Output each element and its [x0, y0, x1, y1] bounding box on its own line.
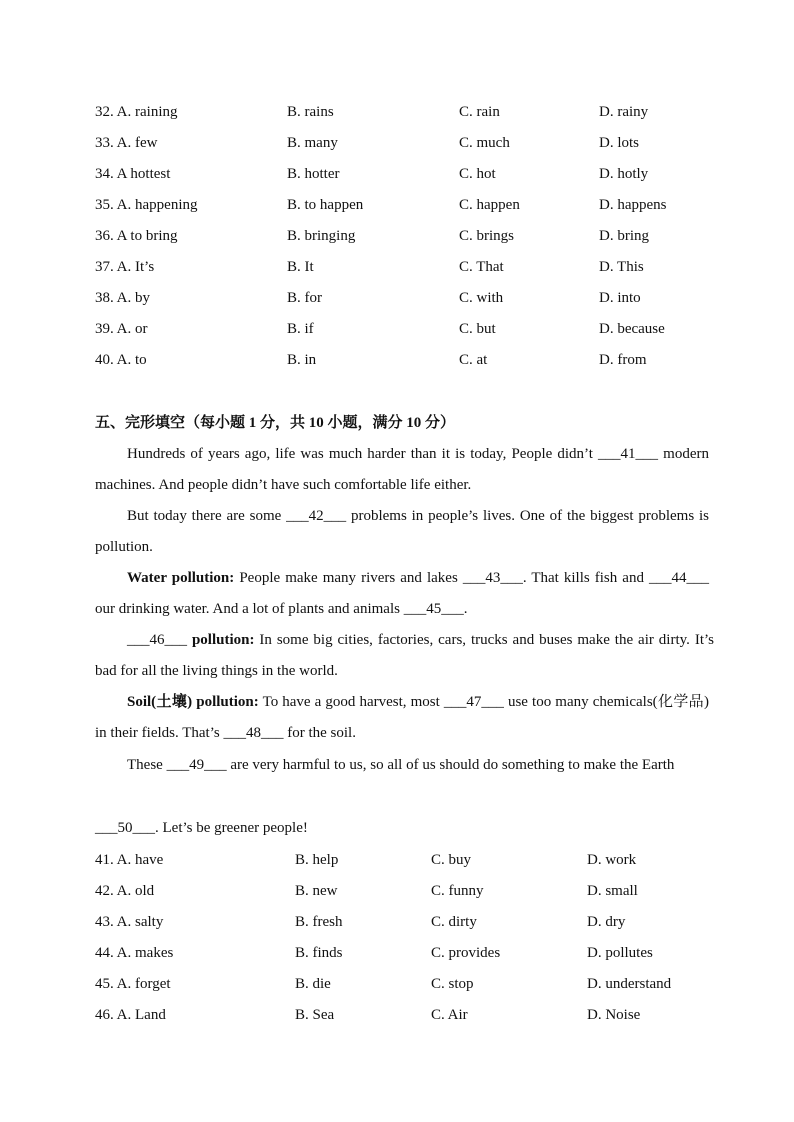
option-a: 41. A. have — [95, 852, 164, 868]
blank-46: ___46___ — [127, 632, 192, 648]
section-heading: 五、完形填空（每小题 1 分，共 10 小题，满分 10 分） — [95, 415, 456, 431]
passage-paragraph-2: But today there are some ___42___ problems in people’s lives. One of the biggest problems is pollution. — [95, 508, 709, 555]
option-c: C. but — [459, 321, 496, 337]
option-d: D. from — [599, 352, 647, 368]
question-row-37 — [0, 252, 794, 283]
question-row-40 — [0, 345, 794, 376]
option-a: 43. A. salty — [95, 914, 164, 930]
option-b: B. fresh — [295, 914, 343, 930]
question-row-45 — [0, 969, 794, 1000]
option-c: C. Air — [431, 1007, 468, 1023]
option-d: D. work — [587, 852, 637, 868]
option-c: C. much — [459, 135, 510, 151]
option-a: 32. A. raining — [95, 104, 178, 120]
option-b: B. rains — [287, 104, 334, 120]
question-row-41 — [0, 845, 794, 876]
question-row-34 — [0, 159, 794, 190]
passage-paragraph-3 — [95, 563, 709, 625]
option-c: C. rain — [459, 104, 500, 120]
question-row-35 — [0, 190, 794, 221]
option-c: C. stop — [431, 976, 474, 992]
passage-paragraph-1: Hundreds of years ago, life was much harder than it is today, People didn’t ___41___ modern machines. And people didn’t have such comfortable life either. — [95, 446, 709, 493]
question-row-39 — [0, 314, 794, 345]
option-c: C. hot — [459, 166, 496, 182]
option-b: B. in — [287, 352, 317, 368]
option-d: D. Noise — [587, 1007, 641, 1023]
option-c: C. buy — [431, 852, 472, 868]
option-b: B. hotter — [287, 166, 340, 182]
option-d: D. understand — [587, 976, 672, 992]
option-d: D. pollutes — [587, 945, 653, 961]
question-row-38 — [0, 283, 794, 314]
question-row-32 — [0, 97, 794, 128]
option-a: 33. A. few — [95, 135, 158, 151]
question-row-33 — [0, 128, 794, 159]
option-d: D. dry — [587, 914, 626, 930]
option-b: B. It — [287, 259, 314, 275]
option-d: D. rainy — [599, 104, 649, 120]
option-b: B. if — [287, 321, 314, 337]
option-a: 34. A hottest — [95, 166, 171, 182]
option-b: B. to happen — [287, 197, 364, 213]
option-c: C. funny — [431, 883, 484, 899]
paragraph-label: Soil(土壤) pollution: — [127, 694, 259, 710]
option-d: D. small — [587, 883, 638, 899]
question-row-46 — [0, 1000, 794, 1031]
paragraph-label: Water pollution: — [127, 570, 235, 586]
option-d: D. because — [599, 321, 665, 337]
option-d: D. This — [599, 259, 644, 275]
option-d: D. into — [599, 290, 641, 306]
option-c: C. with — [459, 290, 504, 306]
paragraph-text: In some big cities, factories, cars, trucks and buses make the air dirty. It’s bad for all the living things in the world. — [95, 632, 714, 679]
question-row-42 — [0, 876, 794, 907]
option-a: 45. A. forget — [95, 976, 171, 992]
question-row-36 — [0, 221, 794, 252]
option-a: 44. A. makes — [95, 945, 174, 961]
passage-paragraph-5 — [95, 687, 709, 749]
option-a: 36. A to bring — [95, 228, 178, 244]
paragraph-text: To have a good harvest, most ___47___ use too many chemicals(化学品) in their fields. That’s ___48___ for the soil. — [95, 694, 709, 741]
option-b: B. die — [295, 976, 331, 992]
option-b: B. for — [287, 290, 322, 306]
option-b: B. help — [295, 852, 339, 868]
option-d: D. hotly — [599, 166, 649, 182]
passage-paragraph-4 — [95, 625, 714, 687]
option-a: 40. A. to — [95, 352, 147, 368]
question-row-44 — [0, 938, 794, 969]
option-b: B. bringing — [287, 228, 356, 244]
option-a: 46. A. Land — [95, 1007, 166, 1023]
passage-paragraph-7: ___50___. Let’s be greener people! — [95, 820, 308, 836]
option-a: 35. A. happening — [95, 197, 198, 213]
option-b: B. many — [287, 135, 338, 151]
option-a: 42. A. old — [95, 883, 155, 899]
option-b: B. Sea — [295, 1007, 335, 1023]
paragraph-text: People make many rivers and lakes ___43___. That kills fish and ___44___ our drinking water. And a lot of plants and animals ___45___. — [95, 570, 710, 617]
option-b: B. new — [295, 883, 338, 899]
option-b: B. finds — [295, 945, 343, 961]
option-c: C. That — [459, 259, 504, 275]
passage-paragraph-6: These ___49___ are very harmful to us, so all of us should do something to make the Earth — [127, 757, 675, 773]
option-c: C. provides — [431, 945, 501, 961]
option-c: C. brings — [459, 228, 515, 244]
option-a: 37. A. It’s — [95, 259, 155, 275]
paragraph-label: pollution: — [191, 632, 255, 648]
option-a: 38. A. by — [95, 290, 151, 306]
option-c: C. at — [459, 352, 488, 368]
option-d: D. lots — [599, 135, 640, 151]
option-d: D. bring — [599, 228, 649, 244]
option-c: C. happen — [459, 197, 520, 213]
option-a: 39. A. or — [95, 321, 148, 337]
option-c: C. dirty — [431, 914, 477, 930]
question-row-43 — [0, 907, 794, 938]
option-d: D. happens — [599, 197, 667, 213]
